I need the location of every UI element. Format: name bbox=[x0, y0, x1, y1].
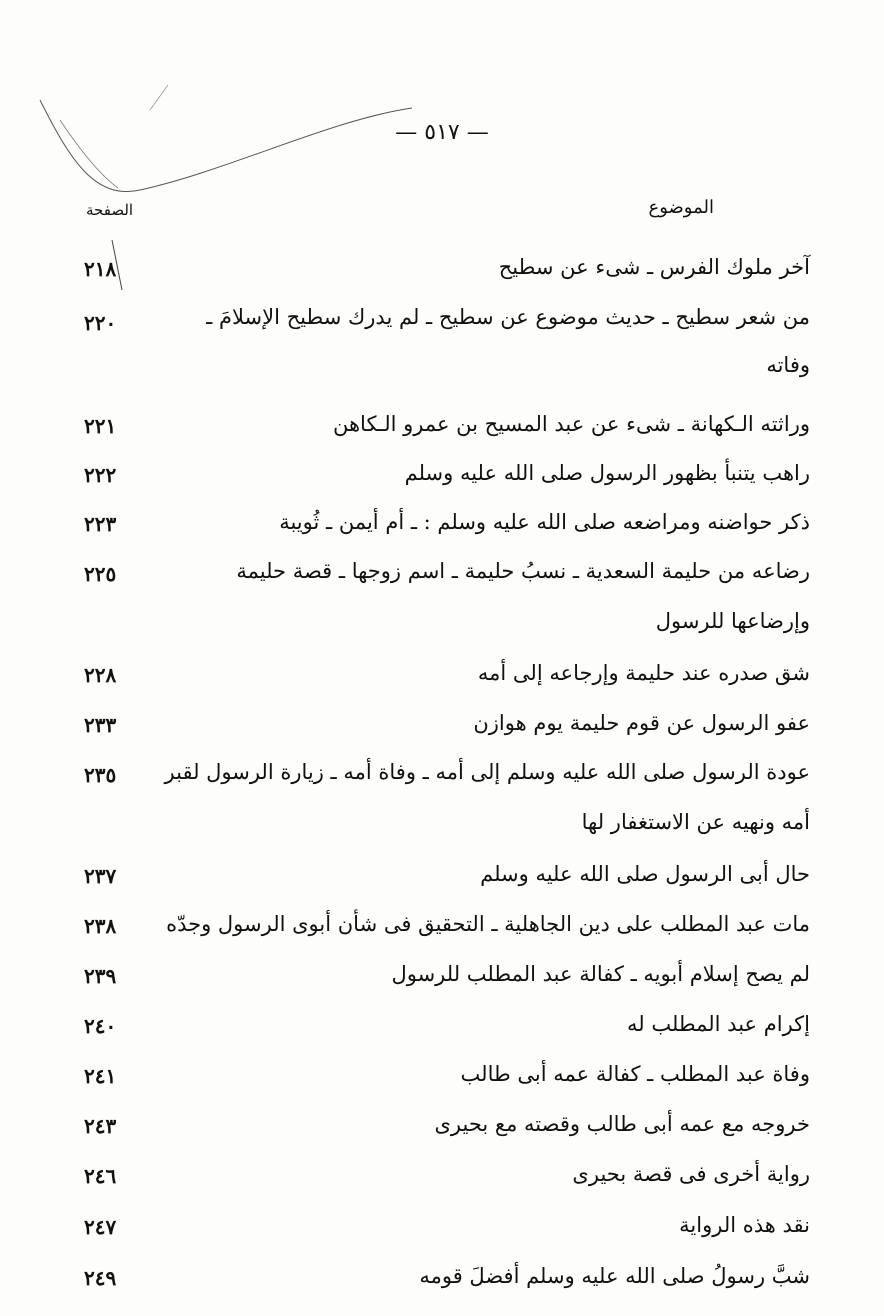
column-header-page: الصفحة bbox=[86, 201, 134, 219]
toc-entry-page: ٢٤٣ bbox=[84, 1114, 117, 1138]
toc-entry-page: ٢٤١ bbox=[84, 1064, 117, 1088]
toc-entry-title: إكرام عبد المطلب له bbox=[626, 1012, 810, 1036]
toc-entry-page: ٢٢١ bbox=[84, 414, 117, 438]
toc-entry-page: ٢٣٥ bbox=[84, 763, 117, 787]
toc-entry-title: نقد هذه الرواية bbox=[679, 1213, 810, 1237]
toc-entry-page: ٢٢٥ bbox=[84, 562, 117, 586]
toc-entry-title: من شعر سطيح ـ حديث موضوع عن سطيح ـ لم يدرك سطيح الإسلامَ ـ وفاته bbox=[206, 305, 810, 377]
toc-entry-title: وراثته الـكهانة ـ شىء عن عبد المسيح بن عمرو الـكاهن bbox=[332, 412, 810, 436]
toc-entry-page: ٢٣٨ bbox=[84, 914, 117, 938]
toc-entry-page: ٢٤٧ bbox=[84, 1215, 117, 1239]
page-number: — ٥١٧ — bbox=[395, 120, 489, 145]
toc-entry-page: ٢٣٧ bbox=[84, 864, 117, 888]
toc-entry-title: راهب يتنبأ بظهور الرسول صلى الله عليه وسلم bbox=[404, 461, 810, 485]
toc-entry-title: وفاة عبد المطلب ـ كفالة عمه أبى طالب bbox=[460, 1062, 810, 1086]
toc-entry-title: عودة الرسول صلى الله عليه وسلم إلى أمه ـ وفاة أمه ـ زيارة الرسول لقبر أمه ونهيه عن الاستغفار لها bbox=[164, 760, 810, 834]
toc-entry-page: ٢٣٣ bbox=[84, 713, 117, 737]
toc-entry-page: ٢٤٩ bbox=[84, 1266, 117, 1290]
toc-entry-title: لم يصح إسلام أبويه ـ كفالة عبد المطلب للرسول bbox=[391, 962, 810, 986]
toc-entry-title: شبَّ رسولُ صلى الله عليه وسلم أفضلَ قومه bbox=[419, 1264, 810, 1288]
toc-entry-title: خروجه مع عمه أبى طالب وقصته مع بحيرى bbox=[434, 1112, 810, 1136]
toc-entry-title: رواية أخرى فى قصة بحيرى bbox=[572, 1162, 810, 1186]
toc-entry-title: آخر ملوك الفرس ـ شىء عن سطيح bbox=[498, 255, 810, 279]
toc-entry-page: ٢٢٠ bbox=[84, 311, 117, 335]
toc-entry-page: ٢٢٢ bbox=[84, 463, 117, 487]
toc-entry-page: ٢١٨ bbox=[84, 257, 117, 281]
toc-entry-title: حال أبى الرسول صلى الله عليه وسلم bbox=[480, 862, 810, 886]
toc-entry-page: ٢٢٨ bbox=[84, 663, 117, 687]
toc-entry-title: شق صدره عند حليمة وإرجاعه إلى أمه bbox=[477, 661, 810, 685]
column-header-topic: الموضوع bbox=[648, 197, 714, 218]
toc-entry-title: عفو الرسول عن قوم حليمة يوم هوازن bbox=[473, 711, 810, 735]
toc-entry-page: ٢٣٩ bbox=[84, 964, 117, 988]
toc-entry-title: رضاعه من حليمة السعدية ـ نسبُ حليمة ـ اسم زوجها ـ قصة حليمة وإرضاعها للرسول bbox=[236, 559, 810, 633]
toc-entry-title: ذكر حواضنه ومراضعه صلى الله عليه وسلم : ـ أم أيمن ـ ثُويبة bbox=[279, 510, 810, 534]
toc-entry-page: ٢٤٦ bbox=[84, 1164, 117, 1188]
toc-entry-page: ٢٢٣ bbox=[84, 512, 117, 536]
toc-entry-title: مات عبد المطلب على دين الجاهلية ـ التحقيق فى شأن أبوى الرسول وجدّه bbox=[166, 912, 810, 936]
toc-entry-page: ٢٤٠ bbox=[84, 1014, 117, 1038]
